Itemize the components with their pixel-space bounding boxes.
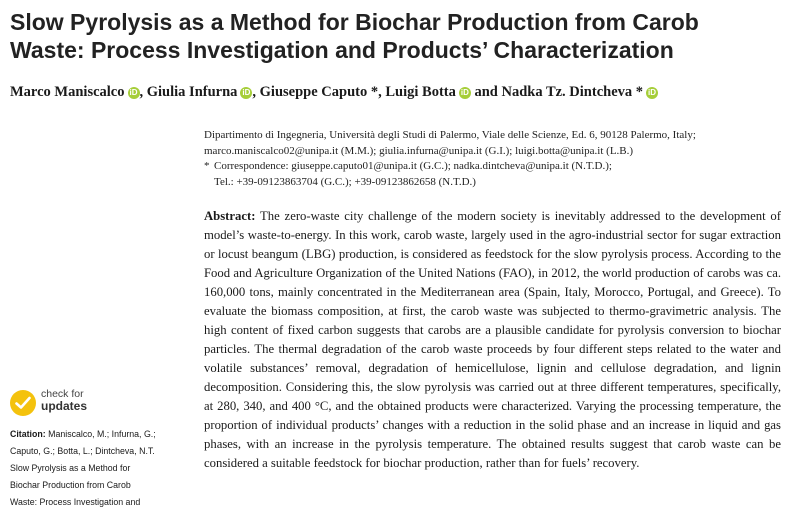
- check-for-updates-badge[interactable]: [10, 388, 130, 422]
- citation-line: Waste: Process Investigation and: [10, 497, 141, 507]
- abstract: [204, 207, 781, 473]
- correspondence-line: Correspondence: giuseppe.caputo01@unipa.it (G.C.); nadka.dintcheva@unipa.it (N.T.D.);: [214, 160, 612, 172]
- orcid-icon[interactable]: iD: [129, 88, 138, 97]
- affiliation-line: Dipartimento di Ingegneria, Università degli Studi di Palermo, Viale delle Scienze, Ed. 6, 90128 Palermo, Italy;: [204, 129, 696, 141]
- article-title: [10, 8, 790, 64]
- orcid-icon[interactable]: iD: [460, 88, 469, 97]
- author-list: [10, 84, 790, 101]
- citation-line: Slow Pyrolysis as a Method for: [10, 463, 131, 473]
- check-for-updates-text: [41, 388, 131, 412]
- author-emails: marco.maniscalco02@unipa.it (M.M.); giulia.infurna@unipa.it (G.I.); luigi.botta@unipa.it (L.B.): [204, 144, 634, 157]
- author-name: , Giuseppe Caputo *, Luigi Botta: [252, 84, 456, 100]
- citation-line: [10, 426, 192, 443]
- correspondence: [204, 159, 794, 175]
- abstract-label: Abstract:: [204, 209, 256, 223]
- orcid-icon[interactable]: iD: [242, 88, 251, 97]
- citation-label: Citation:: [10, 429, 46, 439]
- affiliation-block: [204, 128, 794, 190]
- updates-label: updates: [41, 399, 88, 413]
- article-title-line-2: Waste: Process Investigation and Products’ Characterization: [10, 37, 674, 63]
- telephone-line: Tel.: +39-09123863704 (G.C.); +39-09123862658 (N.T.D.): [214, 175, 476, 188]
- citation-block: [10, 426, 192, 511]
- orcid-icon[interactable]: iD: [648, 88, 657, 97]
- abstract-text: The zero-waste city challenge of the modern society is inevitably addressed to the development of model’s waste-to-energy. In this work, carob waste, largely used in the agro-industrial sector for sugar extraction or locust beangum (LBG) production, is considered as feedstock for the slow pyrolysis process. According to the Food and Agriculture Organization of the United Nations (FAO), in 2012, the world production of carobs was ca. 160,000 tons, mainly concentrated in the Mediterranean area (Spain, Italy, Morocco, Portugal, and Greece). To evaluate the biomass composition, at first, the carob waste was subjected to thermo-gravimetric analysis. The high content of fixed carbon suggests that carobs are a plausible candidate for pyrolysis conversion to biochar particles. The thermal degradation of the carob waste proceeds by four different steps related to the water and volatile substances’ removal, degradation of hemicellulose, lignin and cellulose degradation, and lignin decomposition. Considering this, the slow pyrolysis was carried out at three different temperatures, specifically, at 280, 340, and 400 °C, and the obtained products were characterized. Varying the processing temperature, the proportion of individual products’ changes with a reduction in the solid phase and an increase in liquid and gas phases, with an increase in the pyrolysis temperature. The obtained results suggest that carob waste can be considered a suitable feedstock for biochar production, rather than for fuels’ recovery.: [204, 209, 781, 470]
- author-name: and Nadka Tz. Dintcheva *: [470, 84, 644, 100]
- author-name: , Giulia Infurna: [139, 84, 238, 100]
- check-for-label: check for: [41, 388, 84, 400]
- article-title-line-1: Slow Pyrolysis as a Method for Biochar Production from Carob: [10, 9, 699, 35]
- citation-line: Caputo, G.; Botta, L.; Dintcheva, N.T.: [10, 446, 155, 456]
- checkmark-icon: [10, 390, 36, 416]
- citation-line: Biochar Production from Carob: [10, 480, 131, 490]
- author-name: Marco Maniscalco: [10, 84, 125, 100]
- citation-text: Maniscalco, M.; Infurna, G.;: [48, 429, 156, 439]
- correspondence-star: *: [204, 160, 210, 172]
